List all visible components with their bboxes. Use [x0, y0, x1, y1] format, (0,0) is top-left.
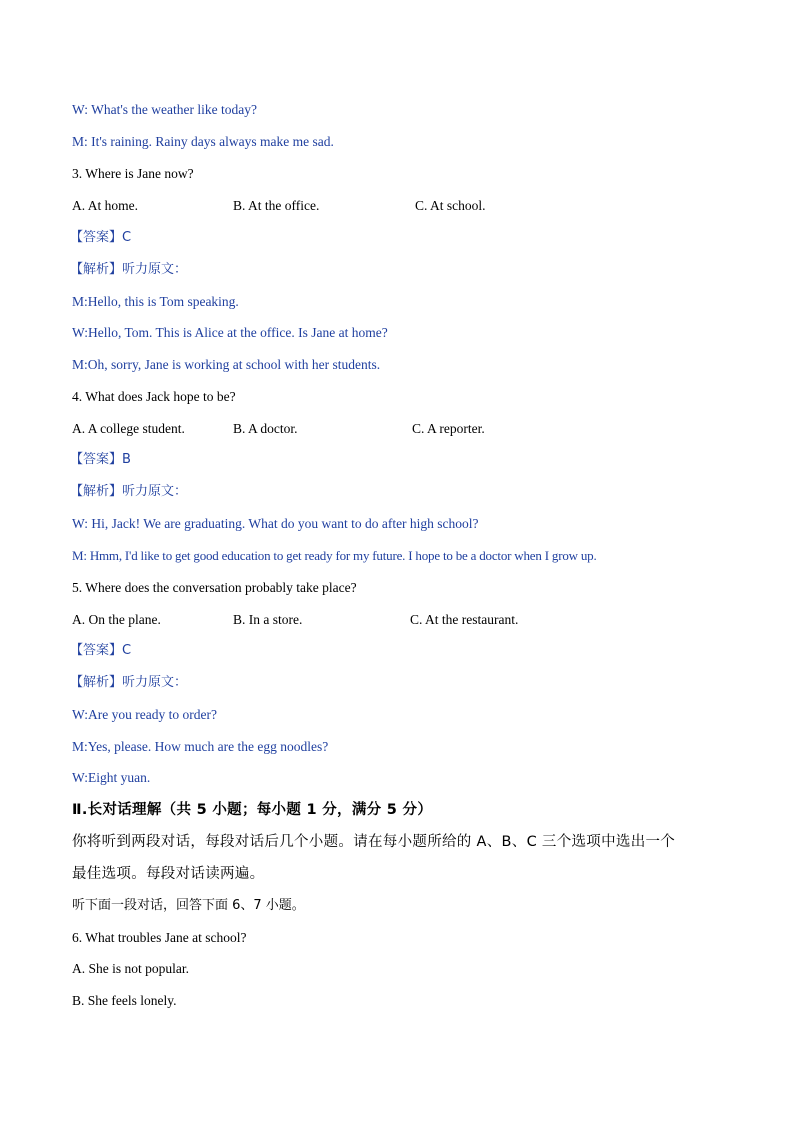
option-c: C. At the restaurant. — [410, 612, 519, 627]
analysis-label: 【解析】听力原文： — [70, 675, 188, 690]
option-c: C. A reporter. — [412, 421, 485, 436]
answer-label: 【答案】C — [70, 230, 132, 245]
option-b: B. A doctor. — [233, 421, 298, 436]
section-instructions: 最佳选项。每段对话读两遍。 — [72, 866, 265, 882]
option-b: B. At the office. — [233, 198, 320, 213]
transcript-line: W: Hi, Jack! We are graduating. What do you want to do after high school? — [72, 516, 479, 531]
question-4: 4. What does Jack hope to be? — [72, 389, 236, 404]
transcript-line: M:Hello, this is Tom speaking. — [72, 294, 239, 309]
transcript-line: M: It's raining. Rainy days always make me sad. — [72, 134, 334, 149]
option-b: B. In a store. — [233, 612, 303, 627]
option-a: A. She is not popular. — [72, 961, 189, 976]
option-a: A. At home. — [72, 198, 138, 213]
transcript-line: W:Hello, Tom. This is Alice at the office. Is Jane at home? — [72, 325, 388, 340]
analysis-label: 【解析】听力原文： — [70, 262, 188, 277]
transcript-line: W:Are you ready to order? — [72, 707, 217, 722]
answer-label: 【答案】B — [70, 452, 131, 467]
section-heading: Ⅱ.长对话理解（共 5 小题；每小题 1 分，满分 5 分） — [72, 802, 433, 818]
question-5: 5. Where does the conversation probably take place? — [72, 580, 357, 595]
transcript-line: W: What's the weather like today? — [72, 102, 257, 117]
option-b: B. She feels lonely. — [72, 993, 177, 1008]
analysis-label: 【解析】听力原文： — [70, 484, 188, 499]
question-3: 3. Where is Jane now? — [72, 166, 194, 181]
transcript-line: M:Yes, please. How much are the egg noodles? — [72, 739, 329, 754]
transcript-line: W:Eight yuan. — [72, 770, 151, 785]
question-6: 6. What troubles Jane at school? — [72, 930, 247, 945]
transcript-line: M: Hmm, I'd like to get good education to get ready for my future. I hope to be a doctor when I grow up. — [72, 548, 597, 563]
option-a: A. On the plane. — [72, 612, 161, 627]
dialogue-lead: 听下面一段对话，回答下面 6、7 小题。 — [72, 898, 305, 913]
answer-label: 【答案】C — [70, 643, 132, 658]
transcript-line: M:Oh, sorry, Jane is working at school with her students. — [72, 357, 381, 372]
section-instructions: 你将听到两段对话，每段对话后几个小题。请在每小题所给的 A、B、C 三个选项中选出一个 — [72, 834, 676, 850]
option-c: C. At school. — [415, 198, 486, 213]
option-a: A. A college student. — [72, 421, 185, 436]
